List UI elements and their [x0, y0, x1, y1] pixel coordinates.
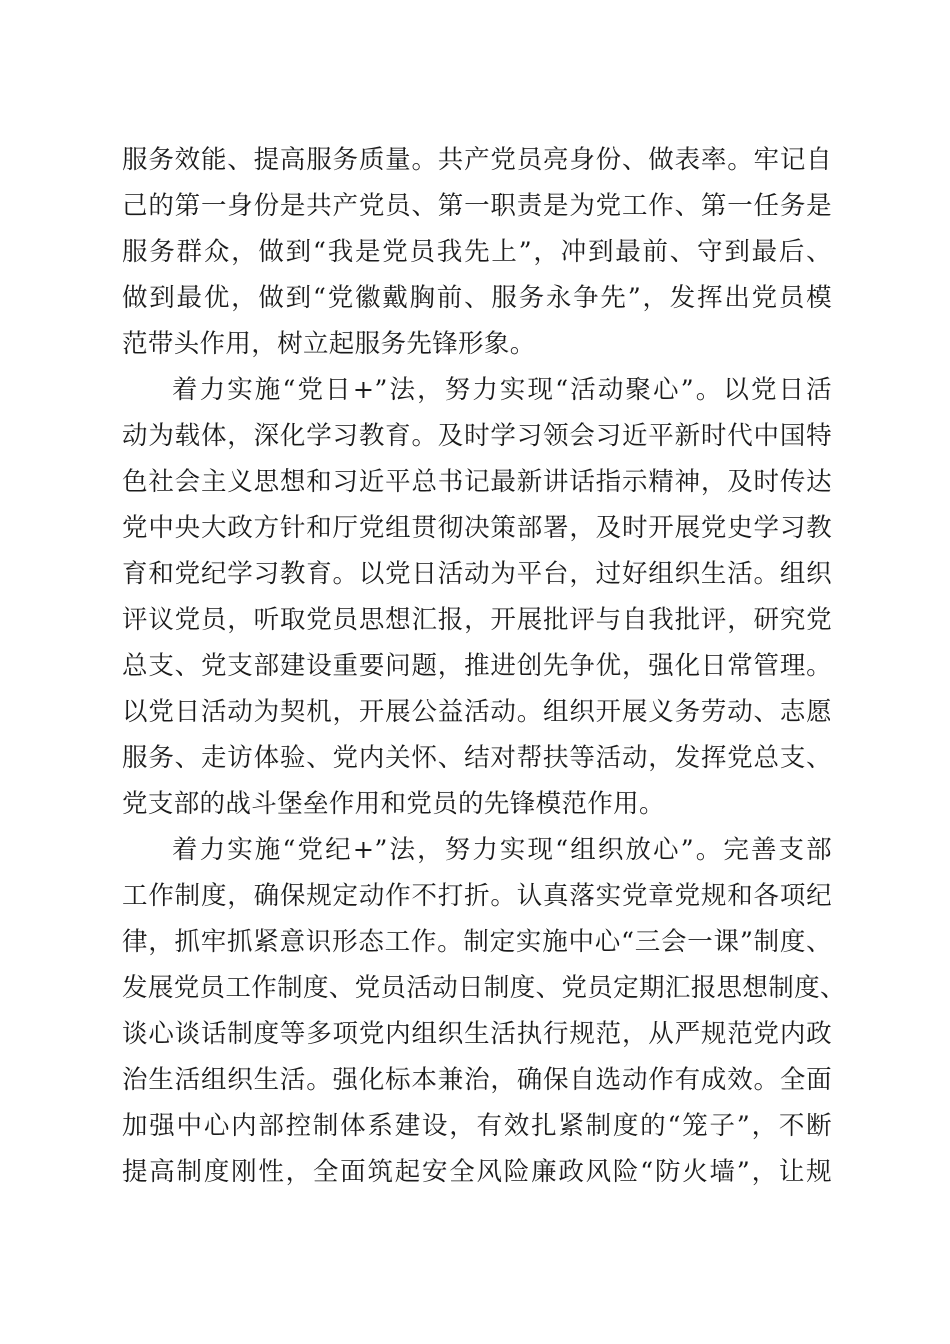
paragraph-first-line: 着力实施“党日+”法，努力实现“活动聚心”。以党日活 [172, 375, 832, 405]
text-line: 以党日活动为契机，开展公益活动。组织开展义务劳动、志愿 [122, 697, 832, 727]
text-line: 谈心谈话制度等多项党内组织生活执行规范，从严规范党内政 [122, 1019, 832, 1049]
text-line: 律，抓牢抓紧意识形态工作。制定实施中心“三会一课”制度、 [122, 927, 832, 957]
text-line: 己的第一身份是共产党员、第一职责是为党工作、第一任务是 [122, 191, 832, 221]
text-line: 育和党纪学习教育。以党日活动为平台，过好组织生活。组织 [122, 559, 832, 589]
text-line: 色社会主义思想和习近平总书记最新讲话指示精神，及时传达 [122, 467, 832, 497]
text-line: 治生活组织生活。强化标本兼治，确保自选动作有成效。全面 [122, 1065, 832, 1095]
text-line: 服务群众，做到“我是党员我先上”，冲到最前、守到最后、 [122, 237, 832, 267]
text-line: 做到最优，做到“党徽戴胸前、服务永争先”，发挥出党员模 [122, 283, 832, 313]
text-line: 范带头作用，树立起服务先锋形象。 [122, 329, 536, 359]
text-line: 党中央大政方针和厅党组贯彻决策部署，及时开展党史学习教 [122, 513, 832, 543]
text-line: 动为载体，深化学习教育。及时学习领会习近平新时代中国特 [122, 421, 832, 451]
text-line: 党支部的战斗堡垒作用和党员的先锋模范作用。 [122, 789, 665, 819]
text-line: 工作制度，确保规定动作不打折。认真落实党章党规和各项纪 [122, 881, 832, 911]
text-line: 加强中心内部控制体系建设，有效扎紧制度的“笼子”，不断 [122, 1111, 832, 1141]
text-line: 服务、走访体验、党内关怀、结对帮扶等活动，发挥党总支、 [122, 743, 832, 773]
text-line: 提高制度刚性，全面筑起安全风险廉政风险“防火墙”，让规 [122, 1157, 832, 1187]
text-line: 评议党员，听取党员思想汇报，开展批评与自我批评，研究党 [122, 605, 832, 635]
paragraph-first-line: 着力实施“党纪+”法，努力实现“组织放心”。完善支部 [172, 835, 832, 865]
text-line: 总支、党支部建设重要问题，推进创先争优，强化日常管理。 [122, 651, 832, 681]
text-line: 发展党员工作制度、党员活动日制度、党员定期汇报思想制度、 [122, 973, 846, 1003]
text-line: 服务效能、提高服务质量。共产党员亮身份、做表率。牢记自 [122, 145, 832, 175]
